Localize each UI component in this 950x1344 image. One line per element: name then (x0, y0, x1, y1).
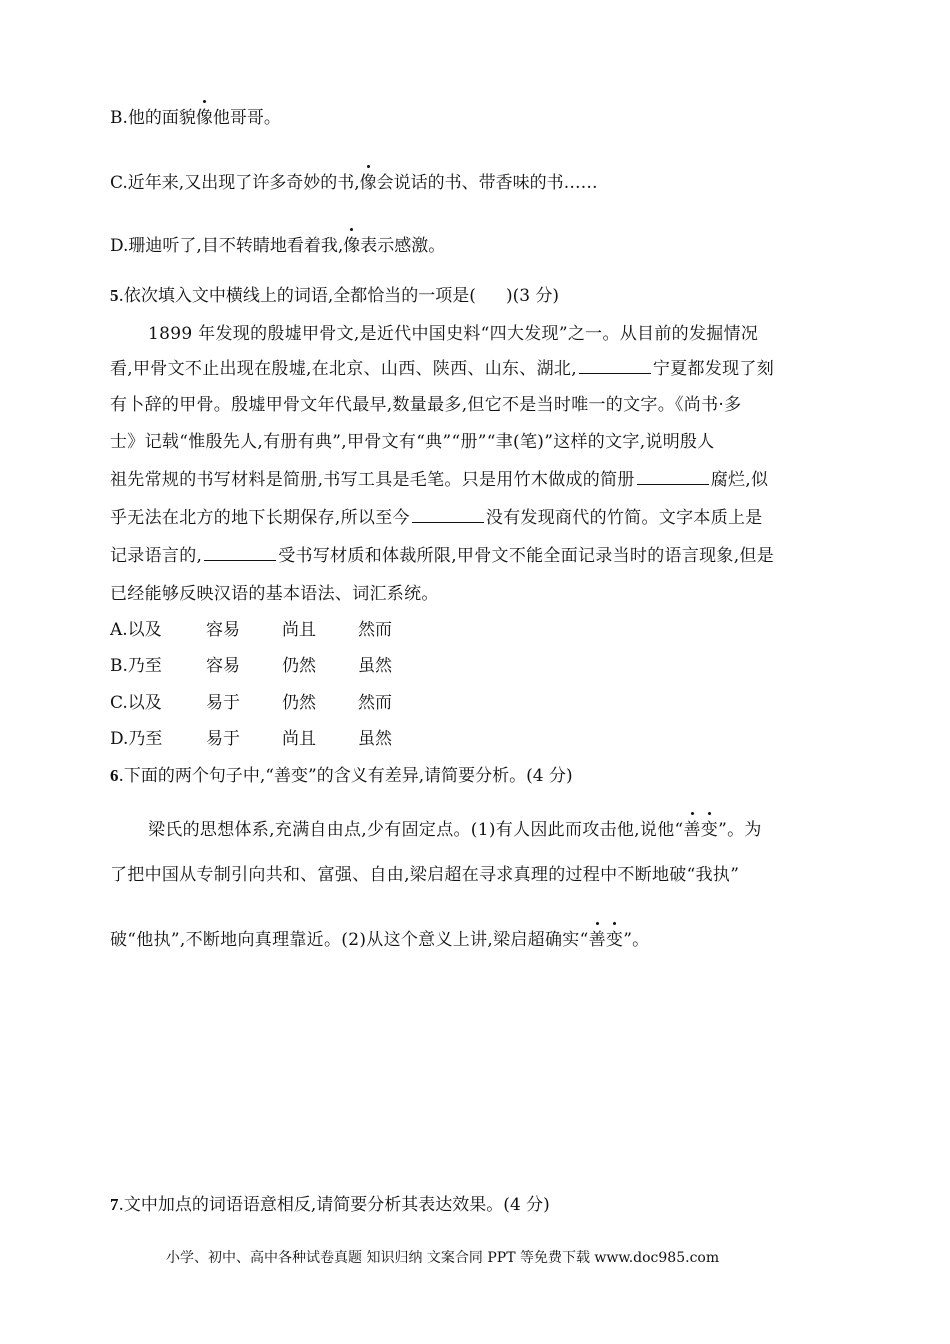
q5-blank-4[interactable] (204, 544, 276, 561)
q5-line5-post: 腐烂,似 (710, 470, 769, 490)
q7-number: 7 (110, 1195, 119, 1214)
q4-option-d-post: 表示感激。 (360, 236, 446, 256)
q6-line3-pre: 破“他执”,不断地向真理靠近。(2)从这个意义上讲,梁启超确实“ (110, 930, 589, 950)
q5-option-a-word-2: 容易 (206, 620, 240, 640)
q5-passage-line-4: 士》记载“惟殷先人,有册有典”,甲骨文有“典”“册”“聿(笔)”这样的文字,说明殷人 (110, 432, 715, 452)
q4-option-d (110, 234, 445, 258)
q6-stem-text: .下面的两个句子中,“善变”的含义有差异,请简要分析。(4 分) (118, 766, 573, 786)
q4-option-b-post: 他哥哥。 (212, 108, 281, 128)
q4-option-b-dotted: 像 (195, 108, 213, 128)
q5-option-d-word-3: 尚且 (282, 729, 316, 749)
q4-option-c (110, 171, 598, 195)
q5-blank-3[interactable] (412, 506, 484, 523)
q6-stem (110, 764, 573, 788)
q6-passage-line-1 (148, 818, 762, 842)
q5-stem (110, 284, 559, 308)
q5-passage-line-5 (110, 468, 768, 492)
q6-line1-dotted-char-1: 善 (683, 820, 701, 840)
q5-option-c-label: C.以及 (110, 693, 162, 713)
q6-line1-dotted (683, 820, 718, 840)
q5-option-d-label: D.乃至 (110, 729, 163, 749)
q6-line1-post: ”。为 (718, 820, 762, 840)
q4-option-d-dotted: 像 (343, 236, 361, 256)
q5-line5-pre: 祖先常规的书写材料是简册,书写工具是毛笔。只是用竹木做成的简册 (110, 470, 635, 490)
q5-option-a-word-3: 尚且 (282, 620, 316, 640)
q5-option-b-label: B.乃至 (110, 656, 162, 676)
q6-passage-line-2: 了把中国从专制引向共和、富强、自由,梁启超在寻求真理的过程中不断地破“我执” (110, 865, 740, 885)
q4-option-c-post: 会说话的书、带香味的书…… (376, 173, 598, 193)
q4-option-c-dotted: 像 (359, 173, 377, 193)
page-footer: 小学、初中、高中各种试卷真题 知识归纳 文案合同 PPT 等免费下载 www.doc985.com (166, 1250, 720, 1266)
q5-stem-b: )(3 分) (505, 286, 560, 306)
q4-option-b-pre: B.他的面貌 (110, 108, 196, 128)
q5-passage-line-6 (110, 506, 763, 530)
q5-option-c-word-4: 然而 (358, 693, 392, 713)
q5-option-d-word-4: 虽然 (358, 729, 392, 749)
q6-passage-line-3 (110, 928, 649, 952)
q7-stem (110, 1193, 550, 1217)
q5-passage-line-8: 已经能够反映汉语的基本语法、词汇系统。 (110, 584, 439, 604)
q6-line3-dotted-char-2: 变 (605, 930, 624, 950)
q5-line7-pre: 记录语言的, (110, 546, 203, 566)
q5-line7-post: 受书写材质和体裁所限,甲骨文不能全面记录当时的语言现象,但是 (278, 546, 775, 566)
q5-line2-post: 宁夏都发现了刻 (652, 359, 775, 379)
q5-number: 5 (110, 286, 119, 305)
q6-line3-dotted-char-1: 善 (588, 930, 606, 950)
q6-number: 6 (110, 766, 119, 785)
q5-line6-post: 没有发现商代的竹简。文字本质上是 (485, 508, 763, 528)
q5-passage-line-1: 1899 年发现的殷墟甲骨文,是近代中国史料“四大发现”之一。从目前的发掘情况 (148, 324, 759, 344)
q5-line2-pre: 看,甲骨文不止出现在殷墟,在北京、山西、陕西、山东、湖北, (110, 359, 577, 379)
q5-stem-a: .依次填入文中横线上的词语,全都恰当的一项是( (118, 286, 476, 306)
q5-option-c-word-3: 仍然 (282, 693, 316, 713)
q4-option-b (110, 106, 281, 130)
q5-option-c-word-2: 易于 (206, 693, 240, 713)
q5-passage-line-7 (110, 544, 774, 568)
q5-passage-line-2 (110, 357, 774, 381)
q4-option-d-pre: D.珊迪听了,目不转睛地看着我, (110, 236, 344, 256)
q5-option-a-label: A.以及 (110, 620, 162, 640)
q5-option-b-word-2: 容易 (206, 656, 240, 676)
q5-blank-1[interactable] (579, 357, 651, 374)
q5-line6-pre: 乎无法在北方的地下长期保存,所以至今 (110, 508, 410, 528)
q6-line1-pre: 梁氏的思想体系,充满自由点,少有固定点。(1)有人因此而攻击他,说他“ (148, 820, 684, 840)
q7-stem-text: .文中加点的词语语意相反,请简要分析其表达效果。(4 分) (118, 1195, 550, 1215)
q5-option-b-word-4: 虽然 (358, 656, 392, 676)
q5-passage-line-3: 有卜辞的甲骨。殷墟甲骨文年代最早,数量最多,但它不是当时唯一的文字。《尚书·多 (110, 395, 742, 415)
q5-option-d-word-2: 易于 (206, 729, 240, 749)
q4-option-c-pre: C.近年来,又出现了许多奇妙的书, (110, 173, 360, 193)
q5-option-b-word-3: 仍然 (282, 656, 316, 676)
q6-line3-dotted (589, 930, 624, 950)
q6-line3-post: ”。 (623, 930, 650, 950)
q6-line1-dotted-char-2: 变 (700, 820, 719, 840)
q5-blank-2[interactable] (637, 468, 709, 485)
q5-option-a-word-4: 然而 (358, 620, 392, 640)
